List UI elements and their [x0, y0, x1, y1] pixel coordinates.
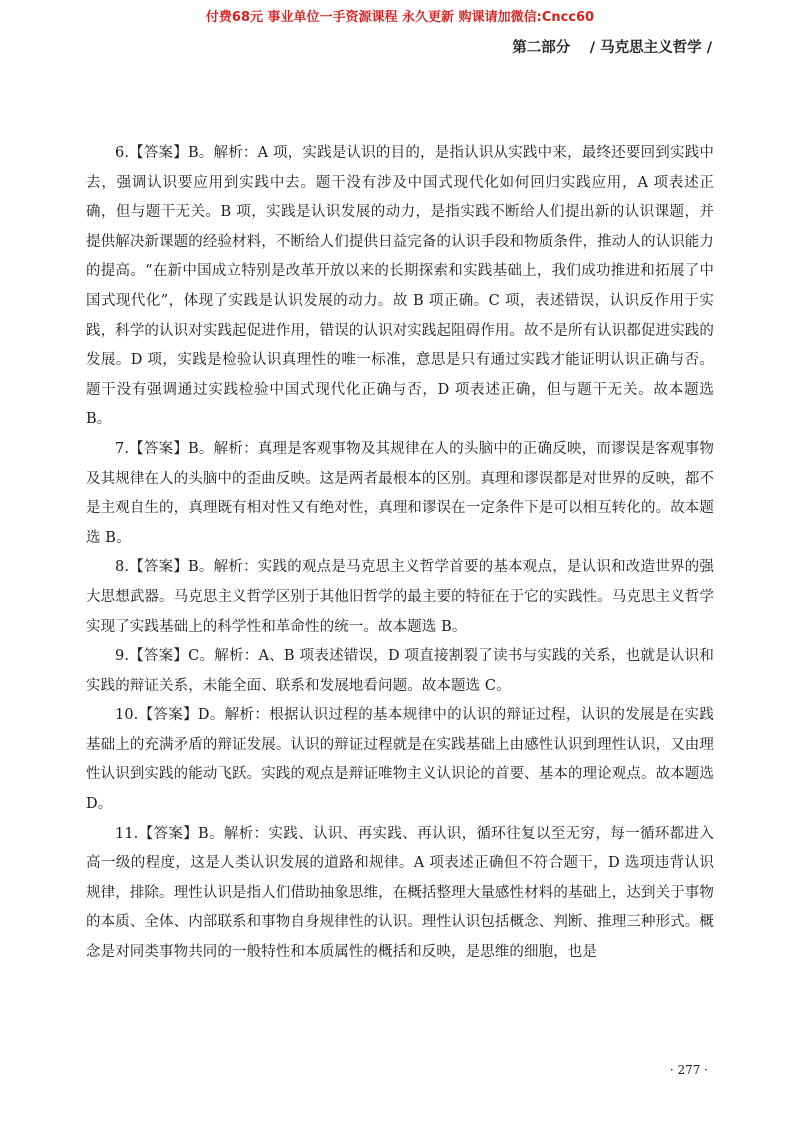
- answer-paragraph-7: 7.【答案】B。解析：真理是客观事物及其规律在人的头脑中的正确反映，而谬误是客观事物及其规律在人的头脑中的歪曲反映。这是两者最根本的区别。真理和谬误都是对世界的反映，都不是主观自生的，真理既有相对性又有绝对性，真理和谬误在一定条件下是可以相互转化的。故本题选 B。: [86, 440, 714, 546]
- answer-paragraph-6: 6.【答案】B。解析：A 项，实践是认识的目的，是指认识从实践中来，最终还要回到实践中去，强调认识要应用到实践中去。题干没有涉及中国式现代化如何回归实践应用，A 项表述正确，但与题干无关。B 项，实践是认识发展的动力，是指实践不断给人们提出新的认识课题，并提供解决新课题的经验材料，不断给人们提供日益完备的认识手段和物质条件，推动人的认识能力的提高。“在新中国成立特别是改革开放以来的长期探索和实践基础上，我们成功推进和拓展了中国式现代化”，体现了实践是认识发展的动力。故 B 项正确。C 项，表述错误，认识反作用于实践，科学的认识对实践起促进作用，错误的认识对实践起阻碍作用。故不是所有认识都促进实践的发展。D 项，实践是检验认识真理性的唯一标准，意思是只有通过实践才能证明认识正确与否。题干没有强调通过实践检验中国式现代化正确与否，D 项表述正确，但与题干无关。故本题选 B。: [86, 145, 714, 428]
- answer-paragraph-9: 9.【答案】C。解析：A、B 项表述错误，D 项直接割裂了读书与实践的关系，也就是认识和实践的辩证关系，未能全面、联系和发展地看问题。故本题选 C。: [86, 648, 714, 694]
- answer-explanations: [86, 139, 714, 968]
- answer-paragraph-11: 11.【答案】B。解析：实践、认识、再实践、再认识，循环往复以至无穷，每一循环都进入高一级的程度，这是人类认识发展的道路和规律。A 项表述正确但不符合题干，D 选项违背认识规律，排除。理性认识是指人们借助抽象思维，在概括整理大量感性材料的基础上，达到关于事物的本质、全体、内部联系和事物自身规律性的认识。理性认识包括概念、判断、推理三种形式。概念是对同类事物共同的一般特性和本质属性的概括和反映，是思维的细胞，也是: [86, 825, 714, 961]
- page-number: · 277 ·: [669, 1063, 708, 1077]
- answer-paragraph-8: 8.【答案】B。解析：实践的观点是马克思主义哲学首要的基本观点，是认识和改造世界的强大思想武器。马克思主义哲学区别于其他旧哲学的最主要的特征在于它的实践性。马克思主义哲学实现了实践基础上的科学性和革命性的统一。故本题选 B。: [86, 559, 714, 635]
- watermark-banner: 付费68元 事业单位一手资源课程 永久更新 购课请加微信:Cncc60: [205, 10, 595, 25]
- running-head: 第二部分 / 马克思主义哲学 /: [512, 40, 712, 56]
- answer-paragraph-10: 10.【答案】D。解析：根据认识过程的基本规律中的认识的辩证过程，认识的发展是在实践基础上的充满矛盾的辩证发展。认识的辩证过程就是在实践基础上由感性认识到理性认识，又由理性认识到实践的能动飞跃。实践的观点是辩证唯物主义认识论的首要、基本的理论观点。故本题选 D。: [86, 707, 714, 813]
